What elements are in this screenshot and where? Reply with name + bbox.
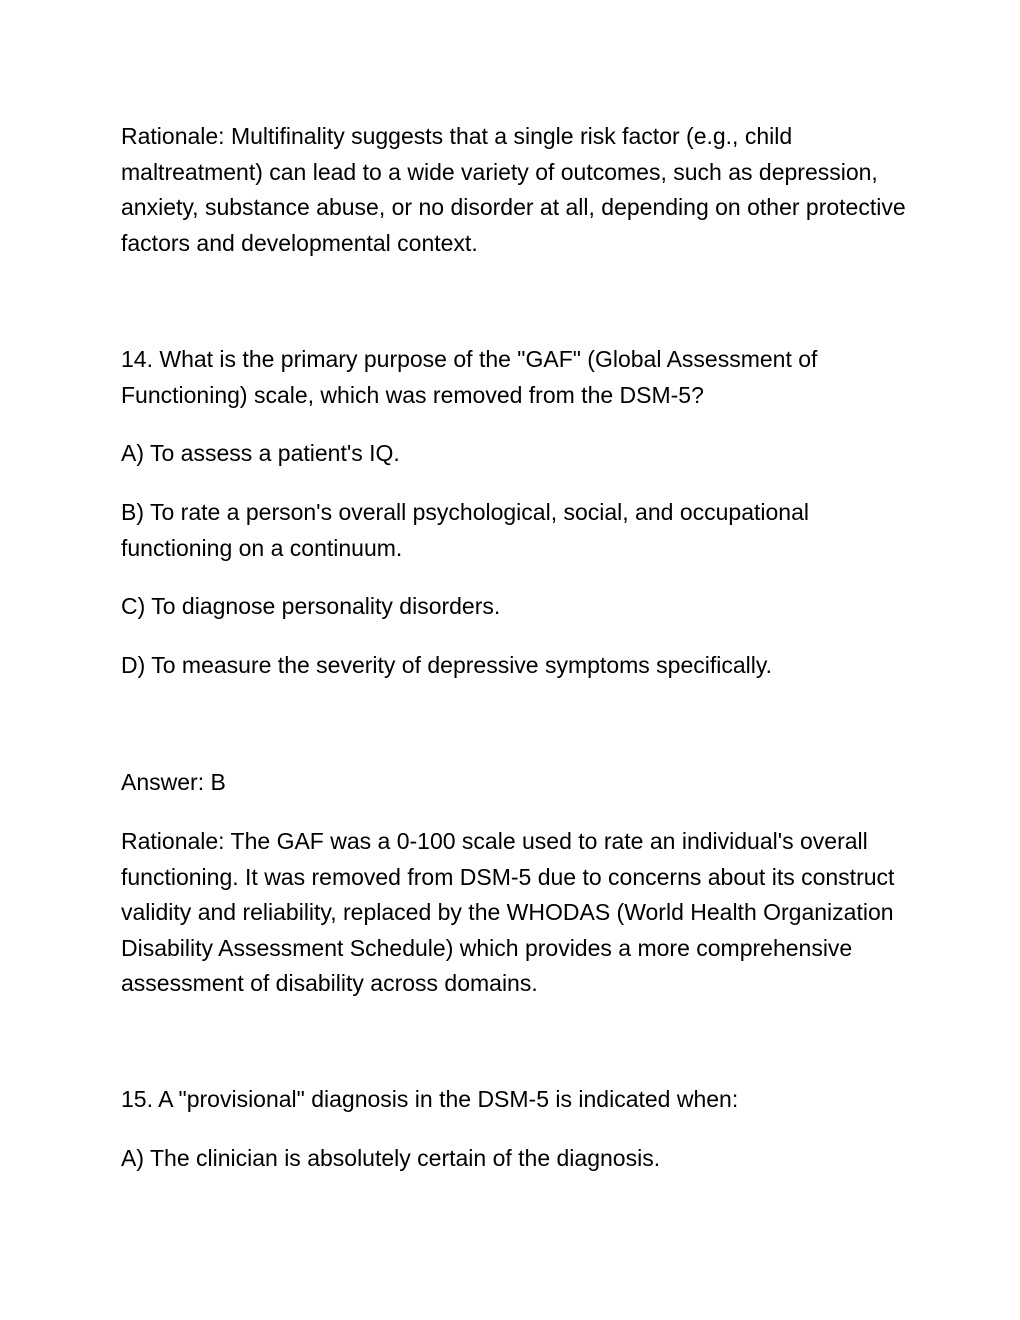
q14-option-d: D) To measure the severity of depressive symptoms specifically. (121, 652, 773, 678)
q15-question: 15. A "provisional" diagnosis in the DSM-5 is indicated when: (121, 1086, 739, 1112)
q15-option-a: A) The clinician is absolutely certain of the diagnosis. (121, 1145, 661, 1171)
q13-rationale: Rationale: Multifinality suggests that a single risk factor (e.g., child maltreatment) can lead to a wide variety of outcomes, such as depression, anxiety, substance abuse, or no disorder at all, depending on other protective factors and developmental context. (121, 123, 906, 256)
q14-option-a: A) To assess a patient's IQ. (121, 440, 400, 466)
q14-question: 14. What is the primary purpose of the "GAF" (Global Assessment of Functioning) scale, which was removed from the DSM-5? (121, 346, 818, 408)
q14-option-c: C) To diagnose personality disorders. (121, 593, 501, 619)
q14-rationale: Rationale: The GAF was a 0-100 scale used to rate an individual's overall functioning. It was removed from DSM-5 due to concerns about its construct validity and reliability, replaced by the WHODAS (World Health Organization Disability Assessment Schedule) which provides a more comprehensive assessment of disability across domains. (121, 828, 895, 996)
q14-answer: Answer: B (121, 769, 226, 795)
q14-option-b: B) To rate a person's overall psychological, social, and occupational functioning on a continuum. (121, 499, 809, 561)
